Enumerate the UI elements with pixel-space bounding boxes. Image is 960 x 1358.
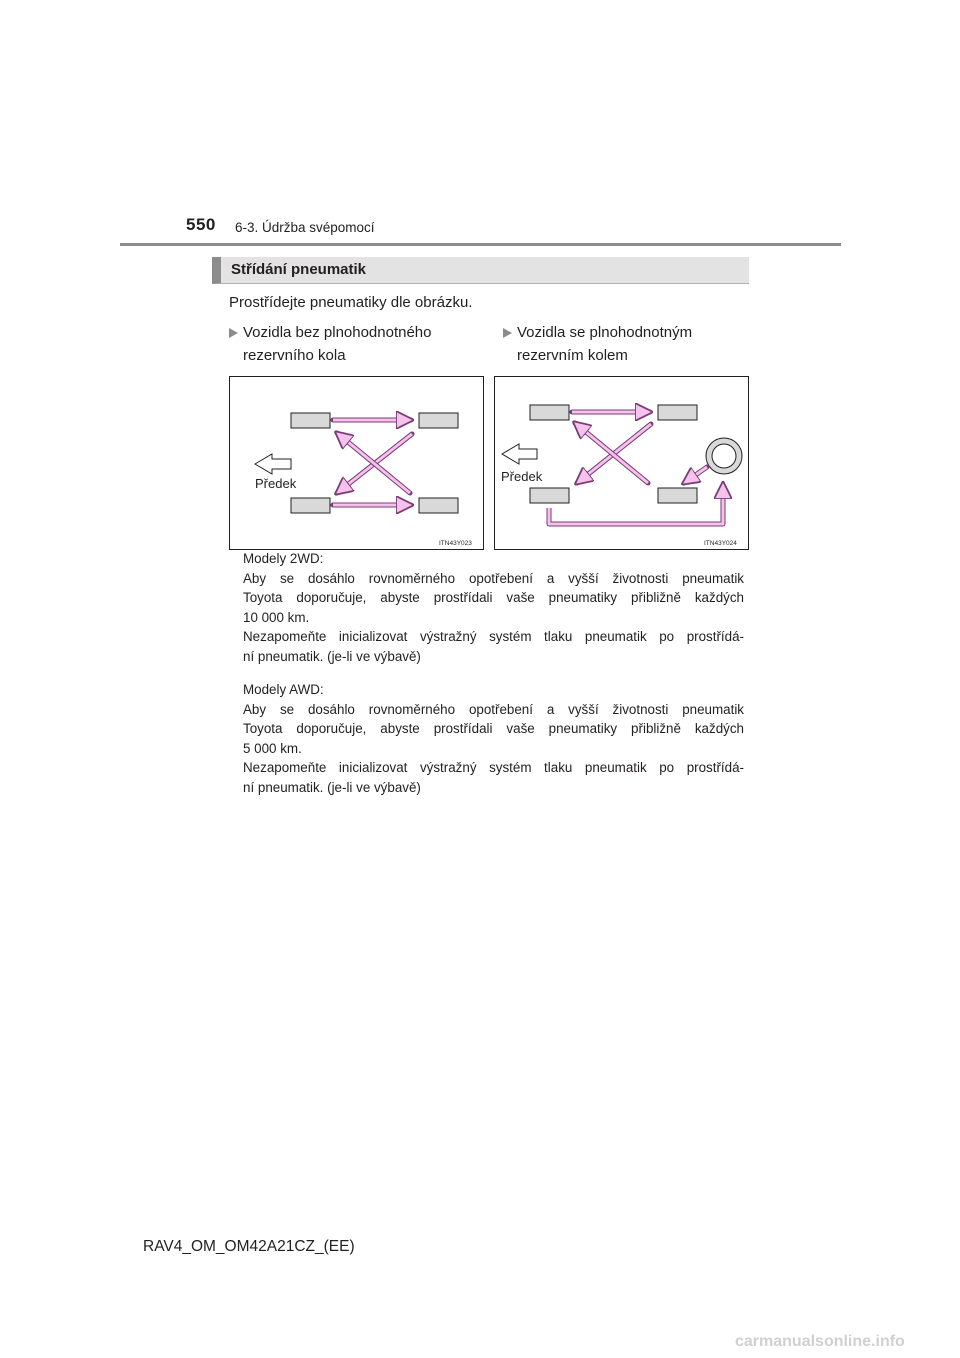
bullet-no-full-spare <box>229 321 479 367</box>
model-heading: Modely AWD: <box>243 682 324 697</box>
bullet-line: Vozidla se plnohodnotným <box>517 324 693 341</box>
tire-front-right <box>291 498 330 513</box>
bullet-triangle-icon <box>229 328 238 338</box>
body-line: Aby se dosáhlo rovnoměrného opotřebení a vyšší životnosti pneumatik <box>243 570 744 586</box>
header-divider <box>120 243 841 246</box>
bullet-full-spare <box>503 321 753 367</box>
model-heading: Modely 2WD: <box>243 551 324 566</box>
bullet-line: Vozidla bez plnohodnotného <box>243 324 432 341</box>
body-line: 5 000 km. <box>243 740 302 756</box>
body-line: Toyota doporučuje, abyste prostřídali vaše pneumatiky přibližně každých <box>243 721 744 737</box>
tire-front-left <box>291 413 330 428</box>
body-line: Nezapomeňte inicializovat výstražný systém tlaku pneumatik po prostřídá- <box>243 629 744 645</box>
paragraph-awd <box>243 680 744 798</box>
tire-rear-left <box>419 413 458 428</box>
body-line: ní pneumatik. (je-li ve výbavě) <box>243 779 421 795</box>
front-direction-arrow-icon <box>502 444 537 464</box>
section-title: Střídání pneumatik <box>231 261 367 278</box>
front-label: Předek <box>501 469 543 484</box>
tire-rotation-diagram-no-spare <box>229 376 484 550</box>
section-path: 6-3. Údržba svépomocí <box>235 220 375 235</box>
tire-rotation-diagram-svg <box>230 377 485 551</box>
front-direction-arrow-icon <box>255 454 291 474</box>
body-line: Aby se dosáhlo rovnoměrného opotřebení a vyšší životnosti pneumatik <box>243 701 744 717</box>
spare-tire-inner <box>712 444 736 468</box>
tire-rear-right <box>419 498 458 513</box>
front-label: Předek <box>255 476 297 491</box>
section-title-bar <box>212 257 749 284</box>
bullet-line: rezervním kolem <box>517 347 628 364</box>
body-line: Toyota doporučuje, abyste prostřídali vaše pneumatiky přibližně každých <box>243 590 744 606</box>
page-number: 550 <box>186 215 216 234</box>
tire-rear-left <box>658 405 697 420</box>
body-line: ní pneumatik. (je-li ve výbavě) <box>243 648 421 664</box>
tire-front-right <box>530 488 569 503</box>
intro-text: Prostřídejte pneumatiky dle obrázku. <box>229 294 473 311</box>
rotation-arrow <box>684 467 707 483</box>
figure-code: ITN43Y023 <box>439 540 472 547</box>
document-code: RAV4_OM_OM42A21CZ_(EE) <box>143 1238 355 1255</box>
tire-rear-right <box>658 488 697 503</box>
figure-code: ITN43Y024 <box>704 540 737 547</box>
tire-rotation-diagram-svg <box>495 377 750 551</box>
tire-rotation-diagram-full-spare <box>494 376 749 550</box>
bullet-triangle-icon <box>503 328 512 338</box>
body-line: 10 000 km. <box>243 609 310 625</box>
tire-front-left <box>530 405 569 420</box>
svg-text:carmanualsonline.info: carmanualsonline.info <box>735 1333 905 1350</box>
body-line: Nezapomeňte inicializovat výstražný systém tlaku pneumatik po prostřídá- <box>243 760 744 776</box>
bullet-line: rezervního kola <box>243 347 346 364</box>
watermark-logo <box>735 1331 957 1351</box>
paragraph-2wd <box>243 549 744 667</box>
